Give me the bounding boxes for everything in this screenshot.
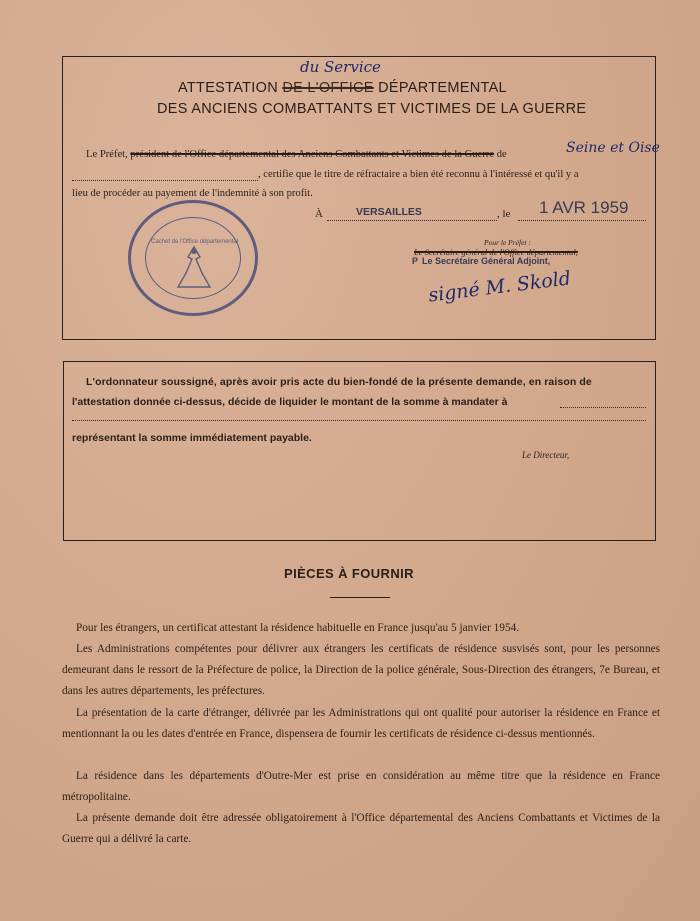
date-dotline — [518, 220, 646, 221]
prefet-label: Le Préfet, — [86, 149, 128, 160]
office-stamp — [128, 200, 258, 316]
pieces-paragraph-4: La résidence dans les départements d'Outre-Mer est prise en considération au même titre que la résidence en France métropolitaine. — [62, 770, 660, 803]
handwritten-correction: du Service — [300, 58, 381, 76]
secretary-stamp: P Le Secrétaire Général Adjoint, — [412, 256, 551, 266]
liquidation-line2: l'attestation donnée ci-dessus, décide de liquider le montant de la somme à mandater à — [72, 396, 508, 408]
secretary-struck: Le Secrétaire général de l'Office départemental, — [414, 247, 578, 257]
secretary-stamp-text: Le Secrétaire Général Adjoint, — [422, 256, 551, 266]
title-rest: DÉPARTEMENTAL — [378, 80, 507, 96]
amount-dotline — [560, 407, 646, 408]
heading-rule — [330, 597, 390, 598]
for-prefect: Pour le Préfet : — [484, 238, 531, 247]
department-handwritten: Seine et Oise — [566, 140, 660, 156]
liquidation-line1: L'ordonnateur soussigné, après avoir pris acte du bien-fondé de la présente demande, en raison de — [86, 376, 592, 388]
pieces-paragraph-1: Pour les étrangers, un certificat attestant la résidence habituelle en France jusqu'au 5 janvier 1954. — [76, 622, 520, 634]
prefet-de: de — [496, 149, 507, 160]
dotted-fill-line — [72, 180, 258, 181]
pieces-paragraph-2: Les Administrations compétentes pour délivrer aux étrangers les certificats de résidence susvisés sont, pour les personnes demeurant dans le ressort de la Préfecture de police, la Direction de la police générale, Sous-Direction des étrangers, 7e Bureau, et dans les autres départements, les préfectures. — [62, 643, 660, 697]
certify-text-2: lieu de procéder au payement de l'indemnité à son profit. — [72, 188, 313, 199]
signature: signé M. Skold — [427, 267, 573, 307]
director-label: Le Directeur, — [522, 450, 570, 460]
pieces-heading: PIÈCES À FOURNIR — [284, 566, 414, 581]
date-value: 1 AVR 1959 — [539, 198, 629, 217]
stamp-figure-icon — [166, 243, 222, 291]
certify-text: , certifie que le titre de réfractaire a bien été reconnu à l'intéressé et qu'il y a — [258, 169, 579, 180]
place-value: VERSAILLES — [356, 206, 422, 218]
amount-dotline-2 — [72, 420, 646, 421]
stamp-label: Cachet de l'Office départemental — [151, 239, 239, 245]
title-word: ATTESTATION — [178, 80, 278, 96]
liquidation-line3: représentant la somme immédiatement payable. — [72, 432, 312, 444]
prefet-line — [86, 149, 507, 160]
title-struck: DE L'OFFICE — [282, 80, 374, 96]
pieces-paragraph-5: La présente demande doit être adressée obligatoirement à l'Office départemental des Anciens Combattants et Victimes de la Guerre qui a délivré la carte. — [62, 812, 660, 845]
place-dotline — [327, 220, 497, 221]
attestation-title — [178, 80, 507, 96]
attestation-title-line2: DES ANCIENS COMBATTANTS ET VICTIMES DE LA GUERRE — [157, 101, 587, 117]
date-label: , le — [497, 208, 511, 220]
place-label: À — [315, 208, 323, 220]
prefet-struck: président de l'Office départemental des Anciens Combattants et Victimes de la Guerre — [130, 149, 495, 160]
pieces-paragraph-3: La présentation de la carte d'étranger, délivrée par les Administrations qui ont qualité pour autoriser la résidence en France et mentionnant la ou les dates d'entrée en France, dispensera de fournir les certificats de résidence ci-dessus mentionnés. — [62, 707, 660, 740]
